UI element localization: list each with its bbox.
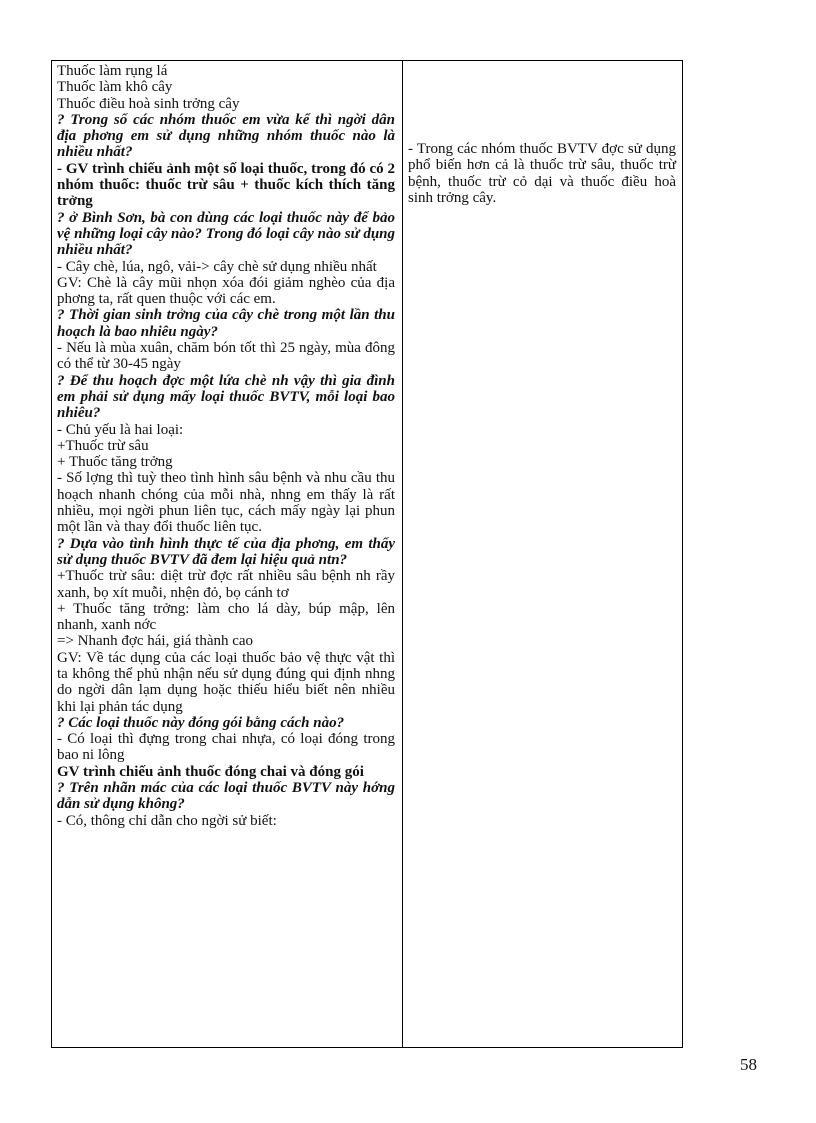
teacher-comment: GV: Về tác dụng của các loại thuốc bảo vệ thực vật thì ta không thể phủ nhận nếu sử dụng đúng qui định nhng do ngời dân lạm dụng hoặc thiếu hiểu biết nên nhiều khi lại phản tác dụng <box>57 649 395 715</box>
lesson-content-paragraph: - Trong các nhóm thuốc BVTV đợc sử dụng phổ biến hơn cả là thuốc trừ sâu, thuốc trừ bệnh, thuốc trừ cỏ dại và thuốc điều hoà sinh trởng cây. <box>408 141 676 206</box>
teacher-comment: GV: Chè là cây mũi nhọn xóa đói giảm nghèo của địa phơng ta, rất quen thuộc với các em. <box>57 274 395 308</box>
answer-paragraph: - Có, thông chỉ dẫn cho ngời sử biết: <box>57 812 277 829</box>
answer-paragraph: - Cây chè, lúa, ngô, vải-> cây chè sử dụng nhiều nhất <box>57 258 377 275</box>
content-column <box>408 141 676 206</box>
answer-paragraph: - Chủ yếu là hai loại: <box>57 421 184 438</box>
question-paragraph: ? Dựa vào tình hình thực tế của địa phơng, em thấy sử dụng thuốc BVTV đã đem lại hiệu quả ntn? <box>57 535 395 568</box>
answer-paragraph: - Nếu là mùa xuân, chăm bón tốt thì 25 ngày, mùa đông có thể từ 30-45 ngày <box>57 340 395 373</box>
answer-paragraph: - Số lợng thì tuỳ theo tình hình sâu bệnh và nhu cầu thu hoạch nhanh chóng của mỗi nhà, nhng em thấy là rất nhiều, mọi ngời phun liên tục, cách mấy ngày lại phun một lần và thay đổi thuốc liên tục. <box>57 470 395 536</box>
answer-item: + Thuốc tăng trởng: làm cho lá dày, búp mập, lên nhanh, xanh nớc <box>57 600 395 634</box>
question-paragraph: ? Trên nhãn mác của các loại thuốc BVTV này hớng dẫn sử dụng không? <box>57 780 395 813</box>
paragraph: Thuốc làm rụng lá <box>57 63 168 79</box>
question-paragraph: ? Các loại thuốc này đóng gói bằng cách nào? <box>57 714 345 731</box>
answer-conclusion: => Nhanh đợc hái, giá thành cao <box>57 633 254 650</box>
answer-item: +Thuốc trừ sâu: diệt trừ đợc rất nhiều sâu bệnh nh rầy xanh, bọ xít muỗi, nhện đỏ, bọ cánh tơ <box>57 568 395 601</box>
question-paragraph: ? ở Bình Sơn, bà con dùng các loại thuốc này để bảo vệ những loại cây nào? Trong đó loại cây nào sử dụng nhiều nhất? <box>57 209 395 259</box>
paragraph: Thuốc điều hoà sinh trởng cây <box>57 95 240 112</box>
answer-item: +Thuốc trừ sâu <box>57 437 149 454</box>
column-divider <box>402 60 403 1048</box>
answer-item: + Thuốc tăng trởng <box>57 454 173 471</box>
teacher-instruction: - GV trình chiếu ảnh một số loại thuốc, trong đó có 2 nhóm thuốc: thuốc trừ sâu + thuốc kích thích tăng trởng <box>57 160 395 210</box>
question-paragraph: ? Thời gian sinh trởng của cây chè trong một lần thu hoạch là bao nhiêu ngày? <box>57 307 395 340</box>
page-number: 58 <box>740 1055 757 1074</box>
answer-paragraph: - Có loại thì đựng trong chai nhựa, có loại đóng trong bao ni lông <box>57 731 395 764</box>
question-paragraph: ? Để thu hoạch đợc một lứa chè nh vậy thì gia đình em phải sử dụng mấy loại thuốc BVTV, mỗi loại bao nhiêu? <box>57 372 395 422</box>
teacher-instruction: GV trình chiếu ảnh thuốc đóng chai và đóng gói <box>57 763 364 780</box>
paragraph: Thuốc làm khô cây <box>57 79 173 96</box>
teacher-student-activity-column <box>57 63 395 1046</box>
question-paragraph: ? Trong số các nhóm thuốc em vừa kể thì ngời dân địa phơng em sử dụng những nhóm thuốc nào là nhiều nhất? <box>57 111 395 161</box>
